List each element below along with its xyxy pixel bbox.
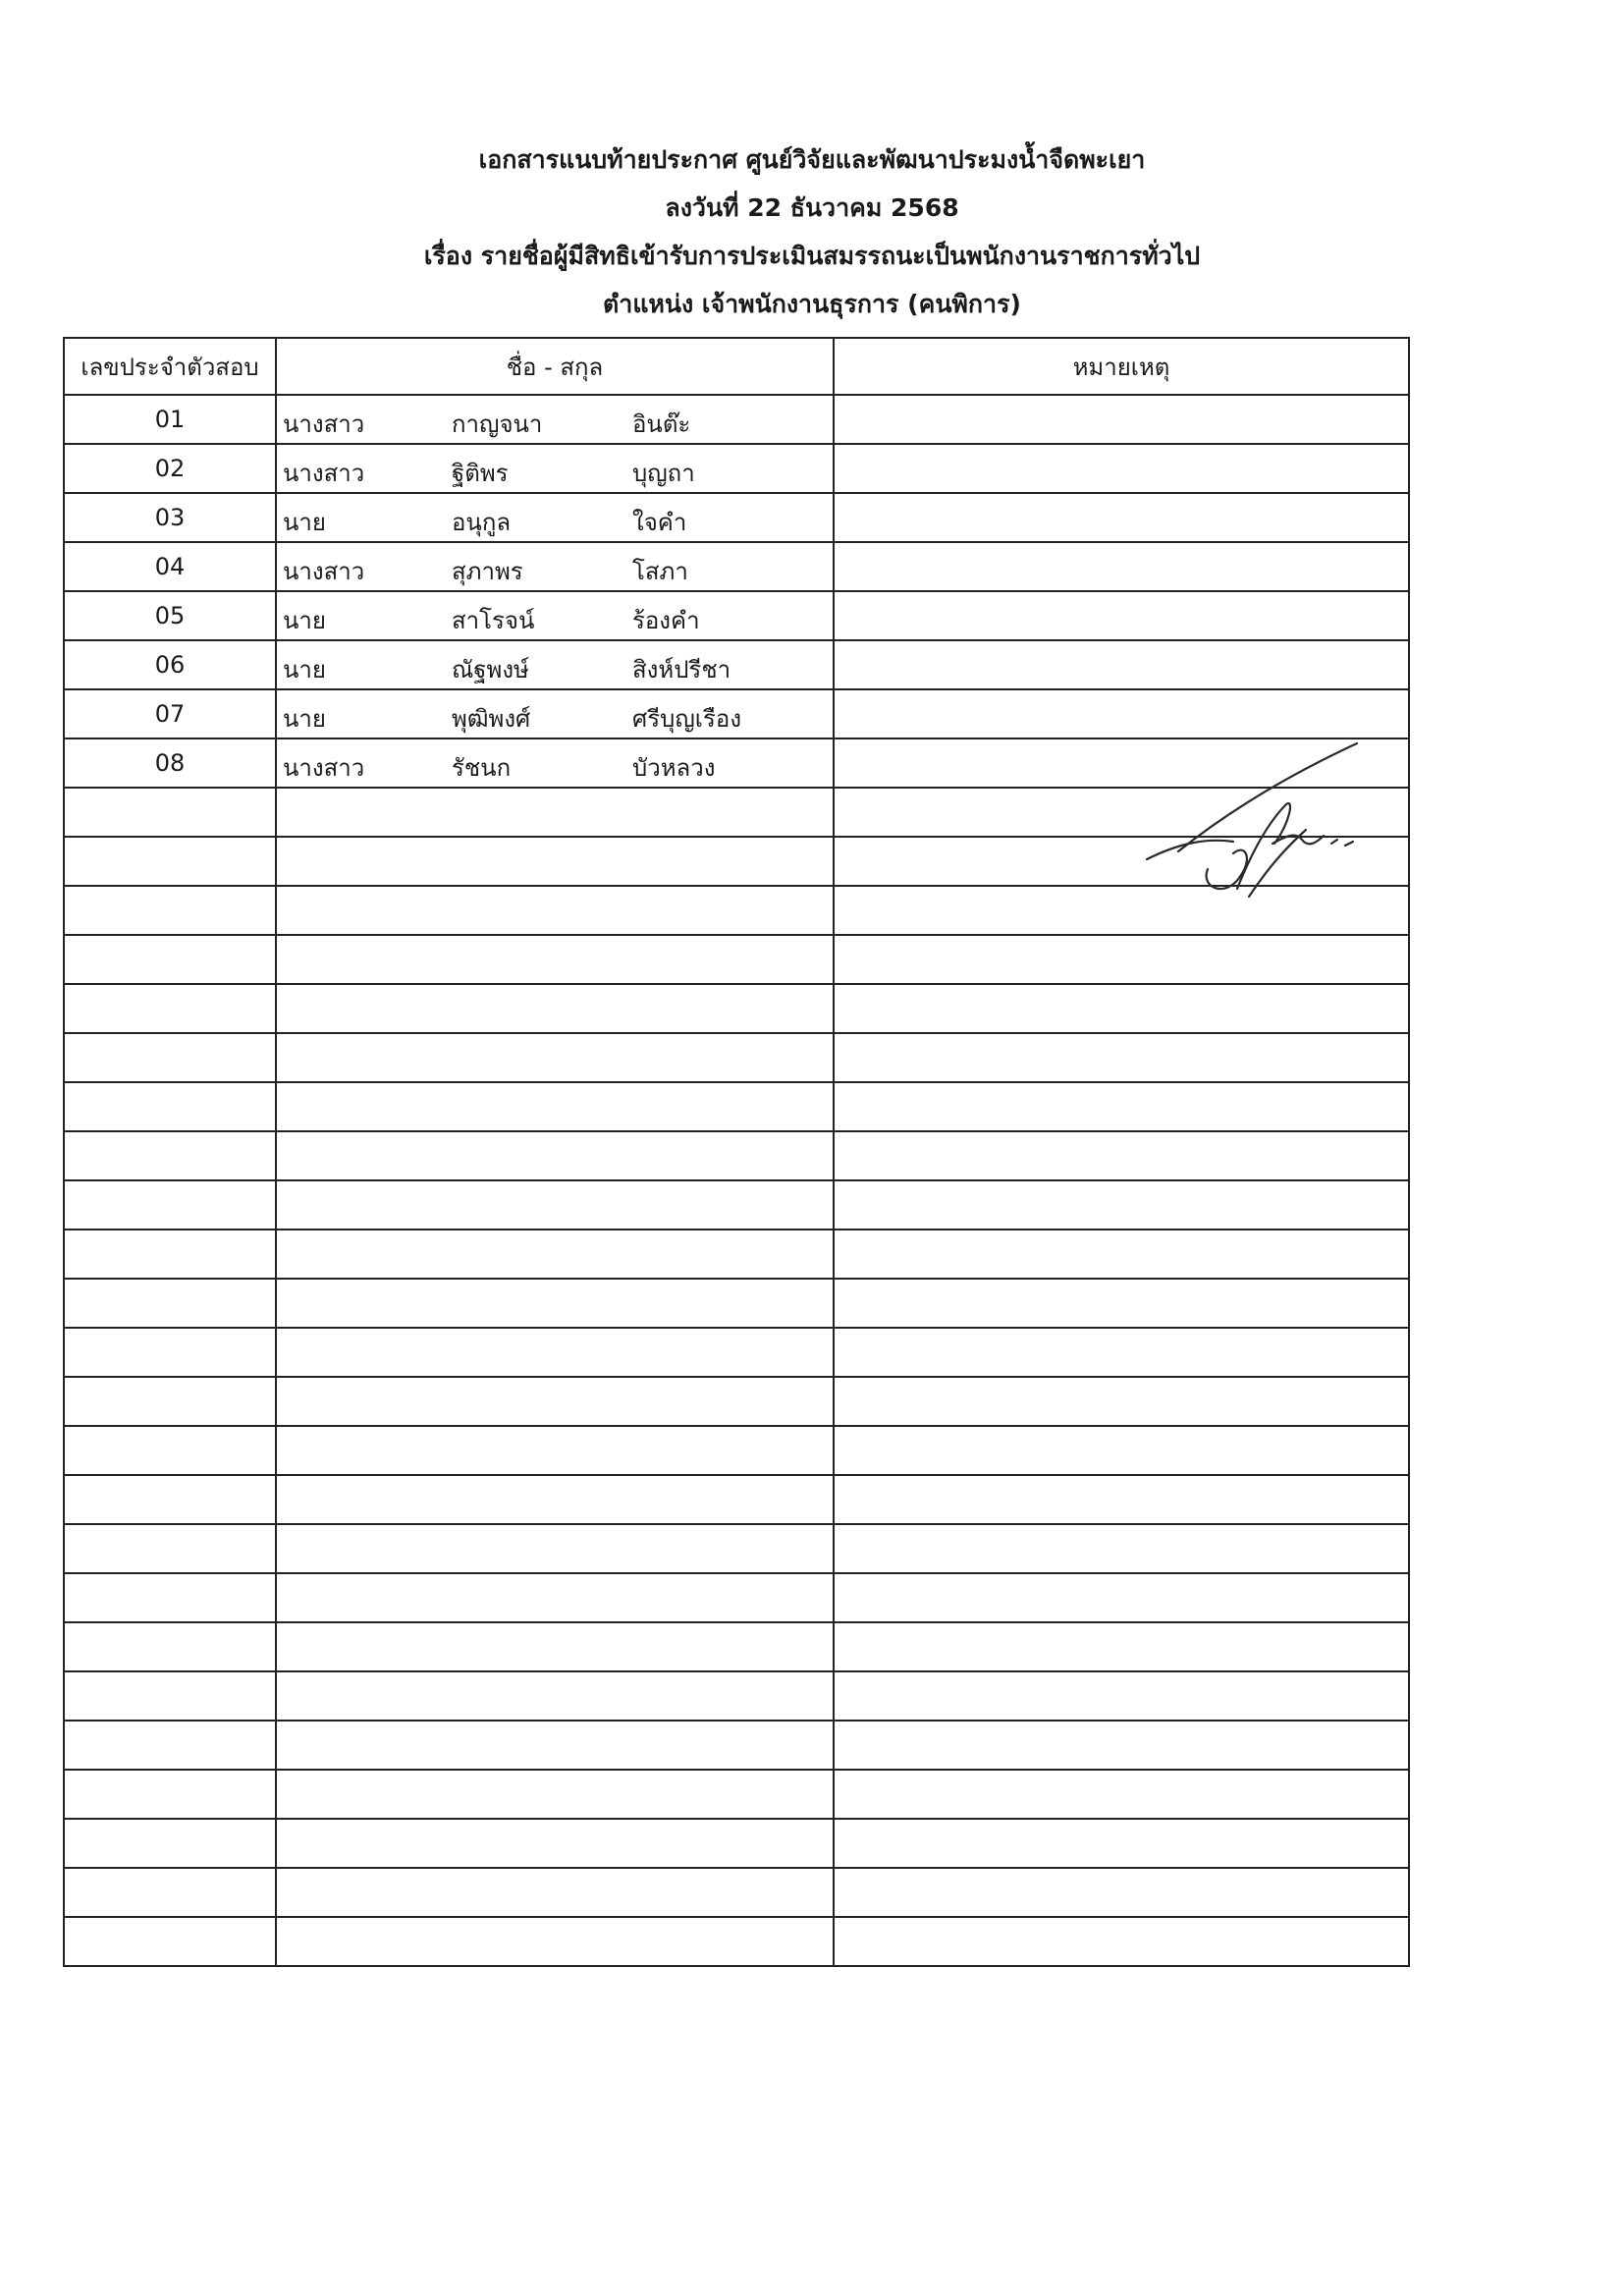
exam-id-cell <box>64 1917 276 1966</box>
empty-table-row <box>64 1622 1409 1671</box>
first-name: สาโรจน์ <box>452 607 535 634</box>
empty-table-row <box>64 1917 1409 1966</box>
exam-id-cell <box>64 788 276 837</box>
full-name-cell <box>276 1377 834 1426</box>
exam-id-cell <box>64 1770 276 1819</box>
name-title: นางสาว <box>283 558 365 585</box>
empty-table-row <box>64 1279 1409 1328</box>
remark-cell <box>834 1770 1409 1819</box>
name-title: นางสาว <box>283 460 365 487</box>
remark-cell <box>834 1131 1409 1180</box>
remark-cell <box>834 1721 1409 1770</box>
exam-id-cell: 05 <box>64 591 276 640</box>
full-name-cell <box>276 984 834 1033</box>
remark-cell <box>834 1573 1409 1622</box>
first-name: สุภาพร <box>452 558 523 585</box>
name-parts <box>277 690 833 738</box>
exam-id-cell <box>64 1573 276 1622</box>
exam-id-cell: 07 <box>64 689 276 738</box>
full-name-cell <box>276 1230 834 1279</box>
remark-cell <box>834 591 1409 640</box>
name-title: นางสาว <box>283 410 365 438</box>
exam-id-cell <box>64 1671 276 1721</box>
remark-cell <box>834 1279 1409 1328</box>
remark-cell <box>834 1328 1409 1377</box>
header-position: ตำแหน่ง เจ้าพนักงานธุรการ (คนพิการ) <box>603 290 1021 318</box>
full-name-cell <box>276 1279 834 1328</box>
empty-table-row <box>64 1082 1409 1131</box>
document-header <box>0 136 1624 328</box>
remark-cell <box>834 640 1409 689</box>
full-name-cell <box>276 1475 834 1524</box>
remark-cell <box>834 1524 1409 1573</box>
full-name-cell <box>276 1328 834 1377</box>
exam-id-cell <box>64 886 276 935</box>
empty-table-row <box>64 1524 1409 1573</box>
table-row <box>64 395 1409 444</box>
exam-id-cell <box>64 1033 276 1082</box>
name-title: นาย <box>283 509 326 536</box>
full-name-cell <box>276 542 834 591</box>
name-parts <box>277 592 833 639</box>
empty-table-row <box>64 935 1409 984</box>
full-name-cell <box>276 935 834 984</box>
remark-cell <box>834 444 1409 493</box>
empty-table-row <box>64 1573 1409 1622</box>
empty-table-row <box>64 1033 1409 1082</box>
remark-cell <box>834 1819 1409 1868</box>
exam-id-cell <box>64 1524 276 1573</box>
exam-id-cell: 08 <box>64 738 276 788</box>
exam-id-cell: 06 <box>64 640 276 689</box>
exam-id-cell <box>64 1868 276 1917</box>
full-name-cell <box>276 1426 834 1475</box>
remark-cell <box>834 1622 1409 1671</box>
table-row <box>64 689 1409 738</box>
remark-cell <box>834 1426 1409 1475</box>
exam-id-cell <box>64 1180 276 1230</box>
table-header-row <box>64 338 1409 395</box>
full-name-cell <box>276 1819 834 1868</box>
table-row <box>64 591 1409 640</box>
header-remark: หมายเหตุ <box>834 338 1409 395</box>
exam-id-cell <box>64 1721 276 1770</box>
empty-table-row <box>64 1180 1409 1230</box>
full-name-cell <box>276 1868 834 1917</box>
full-name-cell <box>276 493 834 542</box>
empty-table-row <box>64 984 1409 1033</box>
exam-id-cell: 02 <box>64 444 276 493</box>
exam-id-cell <box>64 1328 276 1377</box>
remark-cell <box>834 1671 1409 1721</box>
empty-table-row <box>64 1868 1409 1917</box>
first-name: อนุกูล <box>452 509 512 536</box>
full-name-cell <box>276 1622 834 1671</box>
remark-cell <box>834 935 1409 984</box>
last-name: ใจคำ <box>632 509 687 536</box>
full-name-cell <box>276 837 834 886</box>
last-name: ศรีบุญเรือง <box>632 705 742 733</box>
empty-table-row <box>64 1328 1409 1377</box>
empty-table-row <box>64 1230 1409 1279</box>
empty-table-row <box>64 1721 1409 1770</box>
name-parts <box>277 739 833 787</box>
full-name-cell <box>276 886 834 935</box>
full-name-cell <box>276 444 834 493</box>
signature-image <box>1139 741 1394 908</box>
remark-cell <box>834 1377 1409 1426</box>
empty-table-row <box>64 1671 1409 1721</box>
exam-id-cell <box>64 1819 276 1868</box>
exam-id-cell <box>64 1377 276 1426</box>
last-name: โสภา <box>632 558 688 585</box>
name-parts <box>277 543 833 590</box>
full-name-cell <box>276 1033 834 1082</box>
full-name-cell <box>276 591 834 640</box>
name-parts <box>277 445 833 492</box>
candidate-table <box>63 337 1410 1967</box>
name-title: นาย <box>283 656 326 683</box>
table-row <box>64 444 1409 493</box>
remark-cell <box>834 1180 1409 1230</box>
remark-cell <box>834 1082 1409 1131</box>
exam-id-cell: 04 <box>64 542 276 591</box>
exam-id-cell <box>64 1279 276 1328</box>
last-name: บัวหลวง <box>632 754 716 782</box>
full-name-cell <box>276 395 834 444</box>
table-row <box>64 493 1409 542</box>
full-name-cell <box>276 1917 834 1966</box>
table-row <box>64 640 1409 689</box>
exam-id-cell <box>64 1426 276 1475</box>
remark-cell <box>834 1230 1409 1279</box>
full-name-cell <box>276 1721 834 1770</box>
empty-table-row <box>64 1475 1409 1524</box>
remark-cell <box>834 1917 1409 1966</box>
empty-table-row <box>64 1770 1409 1819</box>
full-name-cell <box>276 788 834 837</box>
remark-cell <box>834 493 1409 542</box>
header-full-name: ชื่อ - สกุล <box>276 338 834 395</box>
first-name: ฐิติพร <box>452 460 509 487</box>
exam-id-cell <box>64 837 276 886</box>
name-parts <box>277 641 833 688</box>
header-exam-id: เลขประจำตัวสอบ <box>64 338 276 395</box>
full-name-cell <box>276 1770 834 1819</box>
name-title: นาย <box>283 705 326 733</box>
full-name-cell <box>276 1573 834 1622</box>
empty-table-row <box>64 1377 1409 1426</box>
name-parts <box>277 494 833 541</box>
first-name: ณัฐพงษ์ <box>452 656 529 683</box>
exam-id-cell <box>64 935 276 984</box>
first-name: กาญจนา <box>452 410 543 438</box>
remark-cell <box>834 689 1409 738</box>
last-name: ร้องคำ <box>632 607 700 634</box>
header-date: ลงวันที่ 22 ธันวาคม 2568 <box>665 193 959 222</box>
remark-cell <box>834 542 1409 591</box>
exam-id-cell: 03 <box>64 493 276 542</box>
name-title: นาย <box>283 607 326 634</box>
full-name-cell <box>276 738 834 788</box>
last-name: อินต๊ะ <box>632 410 691 438</box>
full-name-cell <box>276 1082 834 1131</box>
last-name: สิงห์ปรีชา <box>632 656 731 683</box>
empty-table-row <box>64 1131 1409 1180</box>
header-line-1: เอกสารแนบท้ายประกาศ ศูนย์วิจัยและพัฒนาประมงน้ำจืดพะเยา <box>478 145 1146 174</box>
exam-id-cell: 01 <box>64 395 276 444</box>
exam-id-cell <box>64 1082 276 1131</box>
empty-table-row <box>64 1819 1409 1868</box>
table-body <box>64 395 1409 1966</box>
remark-cell <box>834 1868 1409 1917</box>
name-parts <box>277 396 833 443</box>
table-row <box>64 542 1409 591</box>
last-name: บุญถา <box>632 460 695 487</box>
remark-cell <box>834 1475 1409 1524</box>
exam-id-cell <box>64 1622 276 1671</box>
remark-cell <box>834 395 1409 444</box>
empty-table-row <box>64 1426 1409 1475</box>
full-name-cell <box>276 1131 834 1180</box>
full-name-cell <box>276 1671 834 1721</box>
full-name-cell <box>276 1180 834 1230</box>
full-name-cell <box>276 1524 834 1573</box>
first-name: รัชนก <box>452 754 512 782</box>
header-subject: เรื่อง รายชื่อผู้มีสิทธิเข้ารับการประเมินสมรรถนะเป็นพนักงานราชการทั่วไป <box>423 242 1201 270</box>
exam-id-cell <box>64 1131 276 1180</box>
remark-cell <box>834 984 1409 1033</box>
full-name-cell <box>276 640 834 689</box>
name-title: นางสาว <box>283 754 365 782</box>
first-name: พุฒิพงศ์ <box>452 705 531 733</box>
exam-id-cell <box>64 1475 276 1524</box>
exam-id-cell <box>64 984 276 1033</box>
full-name-cell <box>276 689 834 738</box>
exam-id-cell <box>64 1230 276 1279</box>
remark-cell <box>834 1033 1409 1082</box>
